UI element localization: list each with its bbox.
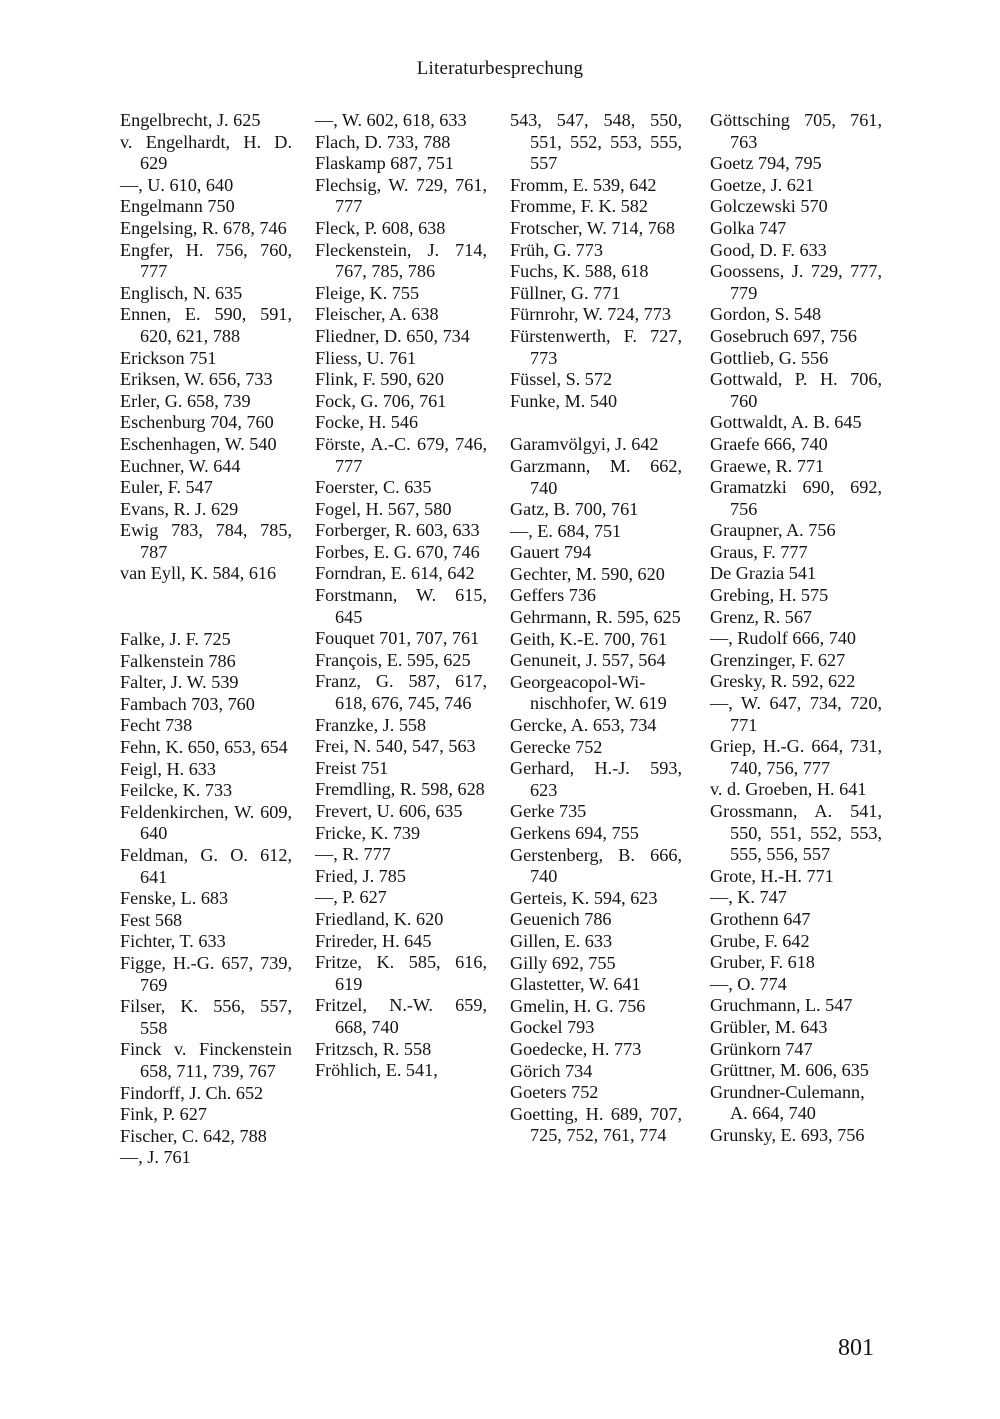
index-entry: Fromme, F. K. 582 <box>510 196 648 217</box>
index-entry: Fehn, K. 650, 653, 654 <box>120 737 288 758</box>
index-entry: Gottwald, P. H. 706, 760 <box>710 369 882 411</box>
index-column-3 <box>510 110 682 1147</box>
index-entry: Ewig 783, 784, 785, 787 <box>120 520 292 562</box>
index-entry: Graus, F. 777 <box>710 541 808 562</box>
index-entry: Focke, H. 546 <box>315 412 419 433</box>
index-entry: Gruchmann, L. 547 <box>710 995 853 1016</box>
index-entry: Fock, G. 706, 761 <box>315 390 447 411</box>
index-entry: Erickson 751 <box>120 347 217 368</box>
index-entry: Eriksen, W. 656, 733 <box>120 369 273 390</box>
index-entry: Fichter, T. 633 <box>120 931 226 952</box>
index-entry: Gillen, E. 633 <box>510 930 613 951</box>
index-entry: Forberger, R. 603, 633 <box>315 520 480 541</box>
index-entry: Förste, A.-C. 679, 746, 777 <box>315 433 487 476</box>
index-entry: Fliedner, D. 650, 734 <box>315 325 470 346</box>
index-entry: Goedecke, H. 773 <box>510 1038 642 1059</box>
index-entry: Geffers 736 <box>510 585 597 606</box>
index-entry: —, P. 627 <box>315 887 387 908</box>
index-entry: Gechter, M. 590, 620 <box>510 563 665 584</box>
index-entry: Graewe, R. 771 <box>710 455 825 476</box>
index-entry: Georgeacopol-Winischhofer, W. 619 <box>510 671 667 714</box>
index-entry: Grothenn 647 <box>710 908 811 929</box>
index-entry: Falkenstein 786 <box>120 650 236 671</box>
index-entry: Good, D. F. 633 <box>710 239 827 260</box>
index-entry: Figge, H.-G. 657, 739, 769 <box>120 952 292 995</box>
index-entry: Gehrmann, R. 595, 625 <box>510 607 681 628</box>
index-entry: Fleischer, A. 638 <box>315 304 439 325</box>
index-entry: Fritzel, N.-W. 659, 668, 740 <box>315 995 487 1037</box>
index-entry: Gilly 692, 755 <box>510 952 616 973</box>
index-entry: Ennen, E. 590, 591, 620, 621, 788 <box>120 304 292 346</box>
index-entry: Fogel, H. 567, 580 <box>315 498 452 519</box>
index-entry: 543, 547, 548, 550, 551, 552, 553, 555, 557 <box>510 110 682 174</box>
index-entry: Gerke 735 <box>510 801 587 822</box>
index-entry: Füllner, G. 771 <box>510 282 621 303</box>
index-entry: Grube, F. 642 <box>710 930 810 951</box>
index-entry: Graupner, A. 756 <box>710 520 836 541</box>
index-entry: —, K. 747 <box>710 887 787 908</box>
index-column-1 <box>120 110 292 1169</box>
index-entry: Golka 747 <box>710 217 787 238</box>
index-entry: Grenzinger, F. 627 <box>710 649 846 670</box>
index-entry: Engelmann 750 <box>120 196 235 217</box>
index-entry: —, J. 761 <box>120 1147 191 1168</box>
index-entry: Gottlieb, G. 556 <box>710 347 829 368</box>
index-entry: Gerecke 752 <box>510 736 603 757</box>
index-entry: Gmelin, H. G. 756 <box>510 995 646 1016</box>
index-entry: Engfer, H. 756, 760, 777 <box>120 239 292 282</box>
index-column-4 <box>710 110 882 1147</box>
index-entry: Fuchs, K. 588, 618 <box>510 261 649 282</box>
index-entry: Findorff, J. Ch. 652 <box>120 1082 264 1103</box>
index-entry: Gerteis, K. 594, 623 <box>510 887 658 908</box>
index-entry: Flink, F. 590, 620 <box>315 369 444 390</box>
index-entry: Grünkorn 747 <box>710 1038 813 1059</box>
index-entry: van Eyll, K. 584, 616 <box>120 563 277 584</box>
index-entry: Fecht 738 <box>120 715 193 736</box>
index-entry: Genuneit, J. 557, 564 <box>510 650 666 671</box>
index-entry: Golczewski 570 <box>710 196 828 217</box>
index-entry: Feldenkirchen, W. 609, 640 <box>120 801 292 844</box>
index-entry: Glastetter, W. 641 <box>510 974 641 995</box>
index-entry: Falke, J. F. 725 <box>120 629 231 650</box>
index-entry: Gatz, B. 700, 761 <box>510 499 639 520</box>
index-entry: Grunsky, E. 693, 756 <box>710 1124 865 1145</box>
index-entry: Früh, G. 773 <box>510 239 603 260</box>
index-entry: Evans, R. J. 629 <box>120 498 239 519</box>
index-entry: Feilcke, K. 733 <box>120 780 233 801</box>
index-entry: Gruber, F. 618 <box>710 952 815 973</box>
index-entry: Fischer, C. 642, 788 <box>120 1125 267 1146</box>
index-entry: Forstmann, W. 615, 645 <box>315 585 487 627</box>
index-entry: Freist 751 <box>315 757 389 778</box>
index-entry: Gerkens 694, 755 <box>510 823 639 843</box>
index-entry: Griep, H.-G. 664, 731, 740, 756, 777 <box>710 736 882 778</box>
index-entry: Eschenburg 704, 760 <box>120 412 274 433</box>
index-entry: Grossmann, A. 541, 550, 551, 552, 553, 555, 556, 557 <box>710 801 882 865</box>
index-entry: Fried, J. 785 <box>315 865 406 886</box>
index-entry: Graefe 666, 740 <box>710 433 828 454</box>
index-entry: Görich 734 <box>510 1060 593 1081</box>
running-header: Literaturbesprechung <box>416 58 584 79</box>
index-entry: —, W. 602, 618, 633 <box>315 110 467 130</box>
index-entry: —, W. 647, 734, 720, 771 <box>710 693 882 735</box>
index-entry: —, U. 610, 640 <box>120 174 234 195</box>
index-entry: Franz, G. 587, 617, 618, 676, 745, 746 <box>315 671 487 714</box>
index-entry: Fürstenwerth, F. 727, 773 <box>510 325 682 368</box>
index-entry: Gockel 793 <box>510 1017 595 1038</box>
index-entry: —, O. 774 <box>710 973 787 994</box>
index-entry: Frei, N. 540, 547, 563 <box>315 736 476 757</box>
index-entry: Forbes, E. G. 670, 746 <box>315 541 480 562</box>
index-entry: Feldman, G. O. 612, 641 <box>120 845 292 887</box>
index-entry: Füssel, S. 572 <box>510 369 613 390</box>
index-entry: —, E. 684, 751 <box>510 520 622 541</box>
index-entry: Frevert, U. 606, 635 <box>315 801 463 821</box>
index-entry: Goeters 752 <box>510 1082 599 1103</box>
index-entry: Grübler, M. 643 <box>710 1016 828 1037</box>
index-entry: v. d. Groeben, H. 641 <box>710 779 867 800</box>
page-number: 801 <box>838 1335 874 1361</box>
index-entry: Fliess, U. 761 <box>315 347 417 368</box>
index-entry: Gercke, A. 653, 734 <box>510 715 657 736</box>
index-entry: Fink, P. 627 <box>120 1104 207 1125</box>
index-entry: Engelbrecht, J. 625 <box>120 110 261 130</box>
index-entry: Flechsig, W. 729, 761, 777 <box>315 174 487 217</box>
index-entry: Goetze, J. 621 <box>710 174 815 195</box>
index-entry: Garamvölgyi, J. 642 <box>510 434 659 455</box>
index-entry: Gottwaldt, A. B. 645 <box>710 412 862 433</box>
index-entry: Engelsing, R. 678, 746 <box>120 217 287 238</box>
index-entry: Goetting, H. 689, 707, 725, 752, 761, 774 <box>510 1103 682 1146</box>
index-entry: Fricke, K. 739 <box>315 822 421 843</box>
index-column-2 <box>315 110 487 1082</box>
index-entry: v. Engelhardt, H. D. 629 <box>120 131 292 174</box>
index-entry: Frireder, H. 645 <box>315 930 432 951</box>
index-entry: Gauert 794 <box>510 542 592 563</box>
index-entry: Friedland, K. 620 <box>315 908 444 929</box>
index-entry: Eschenhagen, W. 540 <box>120 433 277 454</box>
index-entry: Grenz, R. 567 <box>710 606 813 627</box>
index-entry: Gordon, S. 548 <box>710 304 822 325</box>
index-entry: François, E. 595, 625 <box>315 649 471 670</box>
index-entry: Goetz 794, 795 <box>710 153 822 174</box>
index-entry: Göttsching 705, 761, 763 <box>710 110 882 152</box>
section-gap <box>120 585 292 629</box>
index-entry: Filser, K. 556, 557, 558 <box>120 996 292 1038</box>
index-entry: Fleckenstein, J. 714, 767, 785, 786 <box>315 239 487 282</box>
index-entry: Goossens, J. 729, 777, 779 <box>710 261 882 303</box>
index-entry: Fest 568 <box>120 909 183 930</box>
index-entry: Falter, J. W. 539 <box>120 672 239 693</box>
index-entry: Fritze, K. 585, 616, 619 <box>315 952 487 994</box>
index-entry: Fürnrohr, W. 724, 773 <box>510 304 671 325</box>
index-entry: Foerster, C. 635 <box>315 477 432 498</box>
index-entry: Euler, F. 547 <box>120 477 213 498</box>
section-gap <box>510 412 682 434</box>
index-entry: Fröhlich, E. 541, <box>315 1060 438 1081</box>
index-entry: Grundner-Culemann, A. 664, 740 <box>710 1081 865 1124</box>
index-entry: Gerstenberg, B. 666, 740 <box>510 844 682 887</box>
index-entry: Gerhard, H.-J. 593, 623 <box>510 758 682 800</box>
index-entry: Finck v. Finckenstein 658, 711, 739, 767 <box>120 1039 292 1081</box>
index-entry: Grote, H.-H. 771 <box>710 865 834 886</box>
index-entry: —, Rudolf 666, 740 <box>710 628 857 649</box>
index-entry: Englisch, N. 635 <box>120 282 243 303</box>
index-entry: Fromm, E. 539, 642 <box>510 174 657 195</box>
index-entry: Fleck, P. 608, 638 <box>315 217 446 238</box>
index-entry: Fouquet 701, 707, 761 <box>315 628 480 649</box>
index-entry: Fenske, L. 683 <box>120 888 229 909</box>
index-entry: Grüttner, M. 606, 635 <box>710 1060 869 1081</box>
index-entry: Geuenich 786 <box>510 909 612 930</box>
index-entry: Forndran, E. 614, 642 <box>315 563 475 584</box>
index-entry: Gresky, R. 592, 622 <box>710 671 856 692</box>
index-entry: Gosebruch 697, 756 <box>710 325 857 346</box>
index-entry: Funke, M. 540 <box>510 390 618 411</box>
index-entry: Garzmann, M. 662, 740 <box>510 455 682 498</box>
index-entry: Flach, D. 733, 788 <box>315 131 451 152</box>
index-entry: Grebing, H. 575 <box>710 585 829 606</box>
index-entry: Franzke, J. 558 <box>315 714 427 735</box>
index-entry: Fambach 703, 760 <box>120 693 255 714</box>
index-entry: Geith, K.-E. 700, 761 <box>510 628 668 649</box>
index-entry: Gramatzki 690, 692, 756 <box>710 477 882 519</box>
index-entry: De Grazia 541 <box>710 563 817 584</box>
index-entry: Fremdling, R. 598, 628 <box>315 779 485 800</box>
index-entry: Flaskamp 687, 751 <box>315 153 454 174</box>
index-entry: Fritzsch, R. 558 <box>315 1038 432 1059</box>
index-entry: —, R. 777 <box>315 844 391 865</box>
index-entry: Feigl, H. 633 <box>120 758 216 779</box>
index-entry: Fleige, K. 755 <box>315 282 420 303</box>
index-entry: Erler, G. 658, 739 <box>120 390 251 411</box>
index-entry: Euchner, W. 644 <box>120 455 241 476</box>
index-entry: Frotscher, W. 714, 768 <box>510 217 675 238</box>
